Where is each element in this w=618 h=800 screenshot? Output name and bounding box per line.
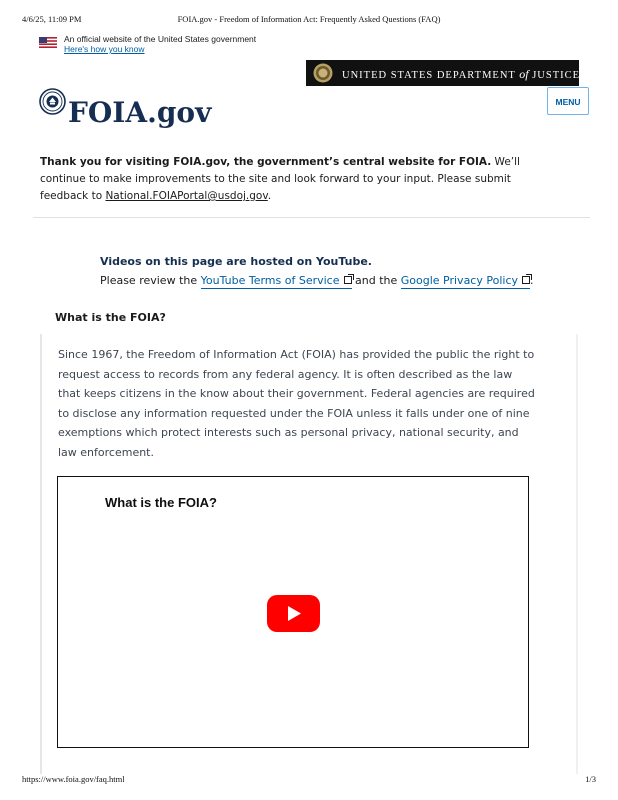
youtube-terms-link[interactable] [201, 274, 352, 289]
doj-part3: JUSTICE [528, 70, 581, 81]
feedback-notice [40, 154, 520, 205]
print-title: FOIA.gov - Freedom of Information Act: Frequently Asked Questions (FAQ) [177, 14, 441, 24]
heres-how-you-know-link[interactable]: Here's how you know [64, 44, 145, 54]
youtube-terms-label: YouTube Terms of Service [200, 274, 340, 287]
divider [33, 217, 590, 218]
doj-seal-icon [313, 63, 333, 83]
doj-of: of [519, 67, 529, 81]
faq-answer-text: Since 1967, the Freedom of Information Act (FOIA) has provided the public the right to request access to records from any federal agency. It is often described as the law that keeps citizens in the know about their government. Federal agencies are required to disclose any information requested under the FOIA unless it falls under one of nine exemptions which protect interests such as personal privacy, national security, and law enforcement. [58, 348, 535, 459]
faq-question[interactable]: What is the FOIA? [55, 311, 166, 324]
youtube-video-embed[interactable] [57, 476, 529, 748]
video-note-prefix: Please review the [100, 274, 201, 287]
feedback-end: . [267, 190, 272, 202]
google-privacy-link[interactable] [401, 274, 530, 289]
doj-banner[interactable] [306, 60, 579, 86]
foia-seal-icon [39, 88, 66, 115]
menu-button[interactable]: MENU [547, 87, 589, 115]
doj-part1: UNITED STATES DEPARTMENT [342, 70, 520, 81]
site-logo-text: FOIA.gov [68, 96, 212, 129]
feedback-email-link[interactable]: National.FOIAPortal@usdoj.gov [105, 190, 268, 202]
video-hosting-note [100, 252, 580, 290]
play-icon[interactable] [267, 595, 320, 632]
print-url: https://www.foia.gov/faq.html [22, 774, 125, 784]
google-privacy-label: Google Privacy Policy [400, 274, 519, 287]
external-link-icon [522, 276, 530, 284]
print-datetime: 4/6/25, 11:09 PM [22, 14, 82, 24]
gov-banner-text: An official website of the United States government [64, 34, 257, 44]
feedback-text: We’ll continue to make improvements to the site and look forward to your input. Please submit feedback to [40, 156, 520, 202]
print-header [22, 14, 596, 26]
video-note-heading: Videos on this page are hosted on YouTube. [100, 255, 372, 268]
print-page-number: 1/3 [585, 774, 596, 784]
print-footer [22, 774, 596, 786]
doj-banner-text [342, 67, 580, 82]
external-link-icon [344, 276, 352, 284]
video-title[interactable]: What is the FOIA? [105, 495, 217, 510]
feedback-bold-text: Thank you for visiting FOIA.gov, the government’s central website for FOIA. [40, 156, 492, 168]
video-note-end: . [530, 274, 534, 287]
video-note-middle: and the [351, 274, 401, 287]
video-note-line [100, 271, 580, 290]
us-flag-icon [39, 37, 57, 48]
